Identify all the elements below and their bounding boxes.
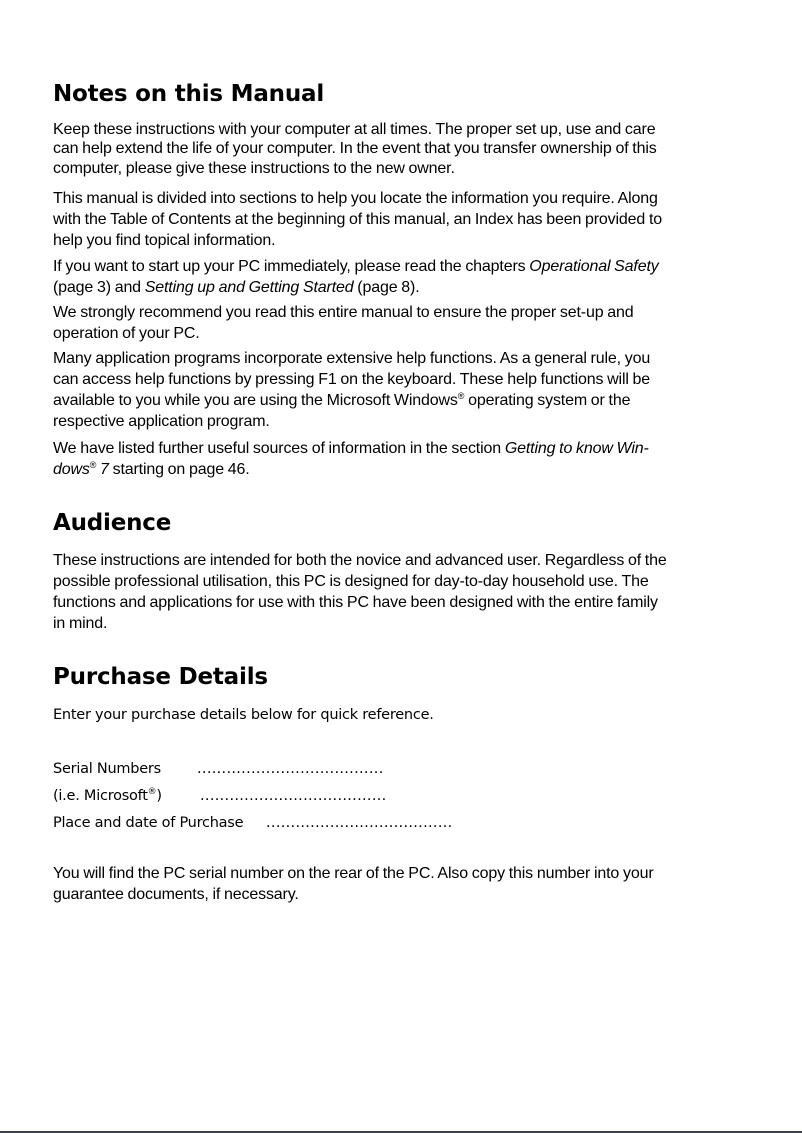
text-line: (page 3) and Setting up and Getting Started (page 8). <box>53 279 420 296</box>
paragraph-help-functions <box>53 348 753 432</box>
paragraph-manual-sections <box>53 188 753 251</box>
fill-in-dot-leader: ...................................... <box>197 761 384 777</box>
registered-mark: ® <box>89 460 97 470</box>
text-line: Many application programs incorporate extensive help functions. As a general rule, you <box>53 350 651 367</box>
text-line: We strongly recommend you read this entire manual to ensure the proper set-up and <box>53 304 634 321</box>
fill-in-dot-leader: ...................................... <box>200 788 387 804</box>
chapter-ref-setting-up: Setting up and Getting Started <box>144 279 354 296</box>
paragraph-serial-location <box>53 863 753 905</box>
text-line: dows® 7 starting on page 46. <box>53 460 250 478</box>
text-line: with the Table of Contents at the beginning of this manual, an Index has been provided to <box>53 211 663 228</box>
form-field-place-date-purchase <box>53 813 453 833</box>
paragraph-audience <box>53 550 753 634</box>
section-heading-audience: Audience <box>53 510 172 536</box>
text-line: respective application program. <box>53 413 270 430</box>
paragraph-recommend <box>53 302 753 344</box>
text-line: Keep these instructions with your computer at all times. The proper set up, use and care <box>53 121 656 138</box>
text-line: We have listed further useful sources of information in the section Getting to know Win- <box>53 440 649 457</box>
field-label: Place and date of Purchase <box>53 815 244 831</box>
paragraph-further-sources <box>53 438 753 480</box>
chapter-ref-operational-safety: Operational Safety <box>529 258 659 275</box>
fill-in-dot-leader: ...................................... <box>266 815 453 831</box>
section-ref-windows7: Getting to know Win- <box>504 440 649 457</box>
text-line: can access help functions by pressing F1 on the keyboard. These help functions will be <box>53 371 651 388</box>
text-line: available to you while you are using the Microsoft Windows® operating system or the <box>53 391 631 409</box>
field-label: Serial Numbers <box>53 761 161 777</box>
text-line: help you find topical information. <box>53 232 276 249</box>
text-line: You will find the PC serial number on the rear of the PC. Also copy this number into your <box>53 865 654 882</box>
text-line: can help extend the life of your computer. In the event that you transfer ownership of this <box>53 140 657 157</box>
registered-mark: ® <box>147 787 157 797</box>
form-field-serial-numbers <box>53 759 384 779</box>
paragraph-keep-instructions <box>53 120 753 179</box>
text-line: operation of your PC. <box>53 325 200 342</box>
text-line: guarantee documents, if necessary. <box>53 886 299 903</box>
form-field-microsoft-serial <box>53 786 387 806</box>
field-label: (i.e. Microsoft®) <box>53 787 162 804</box>
text-line: possible professional utilisation, this PC is designed for day-to-day household use. The <box>53 573 649 590</box>
text-line: These instructions are intended for both the novice and advanced user. Regardless of the <box>53 552 667 569</box>
text-line: If you want to start up your PC immediately, please read the chapters Operational Safety <box>53 258 659 275</box>
text-line: in mind. <box>53 615 108 632</box>
text-line: Enter your purchase details below for quick reference. <box>53 707 434 723</box>
section-heading-notes: Notes on this Manual <box>53 81 325 107</box>
paragraph-purchase-intro <box>53 705 753 726</box>
text-line: computer, please give these instructions to the new owner. <box>53 160 455 177</box>
text-line: functions and applications for use with this PC have been designed with the entire family <box>53 594 658 611</box>
section-heading-purchase-details: Purchase Details <box>53 664 268 690</box>
text-line: This manual is divided into sections to help you locate the information you require. Along <box>53 190 658 207</box>
registered-mark: ® <box>457 391 465 401</box>
paragraph-start-up <box>53 256 753 298</box>
